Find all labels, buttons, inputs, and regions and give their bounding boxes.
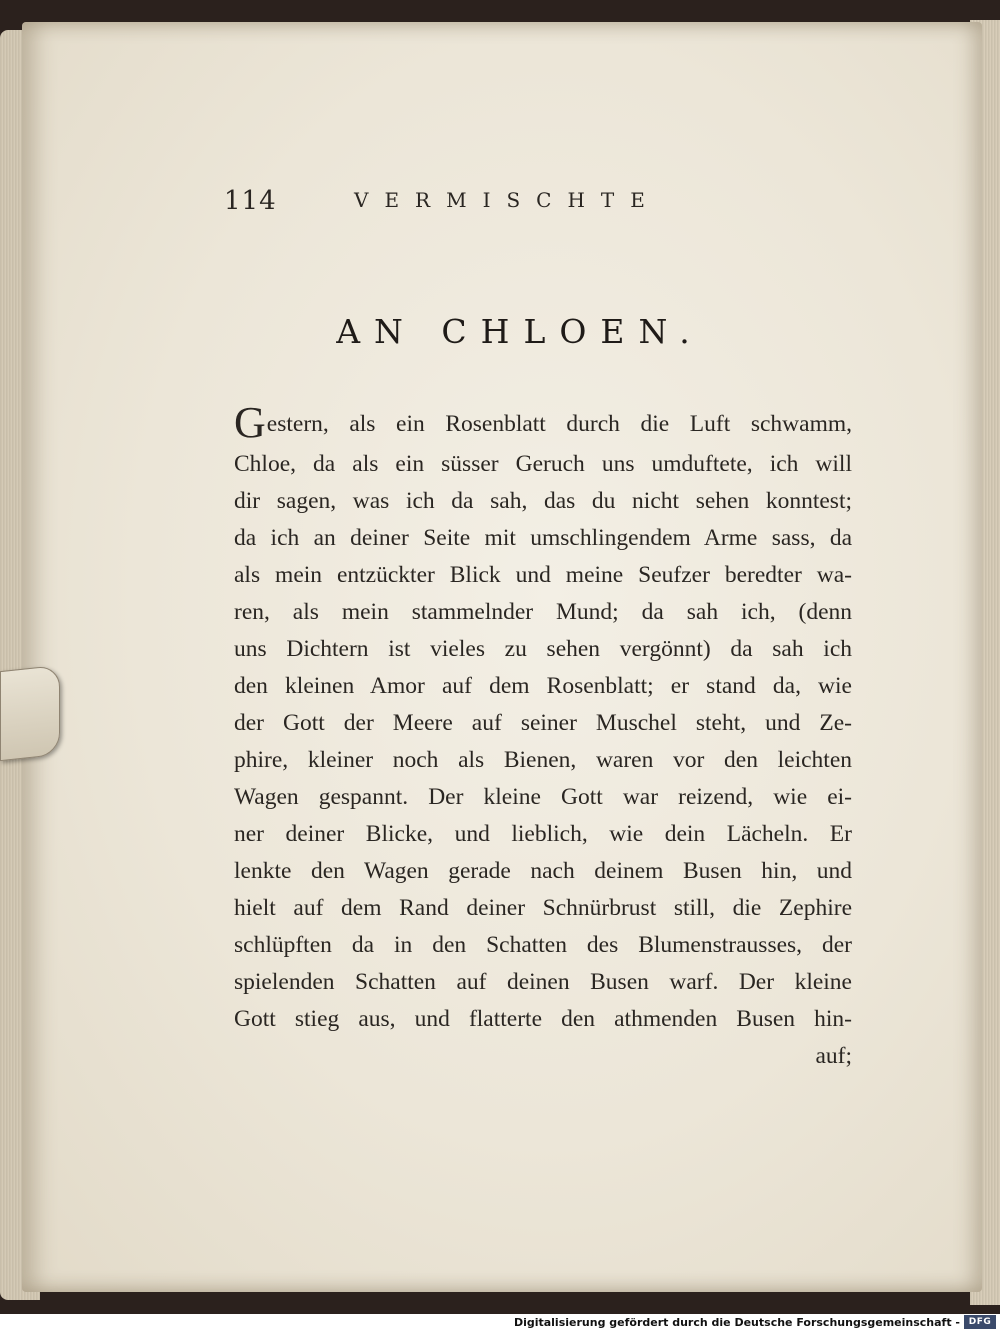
page-number: 114 xyxy=(224,186,277,216)
text-line: ner deiner Blicke, und lieblich, wie dein Lächeln. Er xyxy=(234,821,852,847)
bookmark-tab xyxy=(0,665,60,761)
text-line-content: estern, als ein Rosenblatt durch die Luft schwamm, xyxy=(266,411,852,437)
catchword: auf; xyxy=(815,1043,852,1069)
poem-title: AN CHLOEN. xyxy=(336,312,704,351)
dfg-logo: DFG xyxy=(964,1315,996,1329)
text-line: da ich an deiner Seite mit umschlingendem Arme sass, da xyxy=(234,525,852,551)
text-line: spielenden Schatten auf deinen Busen warf. Der kleine xyxy=(234,969,852,995)
text-line: phire, kleiner noch als Bienen, waren vor den leichten xyxy=(234,747,852,773)
text-line: uns Dichtern ist vieles zu sehen vergönnt) da sah ich xyxy=(234,636,852,662)
text-line: ren, als mein stammelnder Mund; da sah ich, (denn xyxy=(234,599,852,625)
text-line: Gott stieg aus, und flatterte den athmenden Busen hin- xyxy=(234,1006,852,1032)
running-head: VERMISCHTE xyxy=(354,188,661,212)
drop-cap: G xyxy=(234,402,266,446)
footer-credit: Digitalisierung gefördert durch die Deutsche Forschungsgemeinschaft - xyxy=(513,1316,960,1329)
text-line: lenkte den Wagen gerade nach deinem Busen hin, und xyxy=(234,858,852,884)
text-line: Chloe, da als ein süsser Geruch uns umduftete, ich will xyxy=(234,451,852,477)
text-line: dir sagen, was ich da sah, das du nicht sehen konntest; xyxy=(234,488,852,514)
text-line: schlüpften da in den Schatten des Blumenstrausses, der xyxy=(234,932,852,958)
text-line: der Gott der Meere auf seiner Muschel steht, und Ze- xyxy=(234,710,852,736)
text-line xyxy=(234,402,852,446)
body-text xyxy=(234,402,852,1075)
text-line: Wagen gespannt. Der kleine Gott war reizend, wie ei- xyxy=(234,784,852,810)
text-line: hielt auf dem Rand deiner Schnürbrust still, die Zephire xyxy=(234,895,852,921)
text-line: den kleinen Amor auf dem Rosenblatt; er stand da, wie xyxy=(234,673,852,699)
text-line: als mein entzückter Blick und meine Seufzer beredter wa- xyxy=(234,562,852,588)
